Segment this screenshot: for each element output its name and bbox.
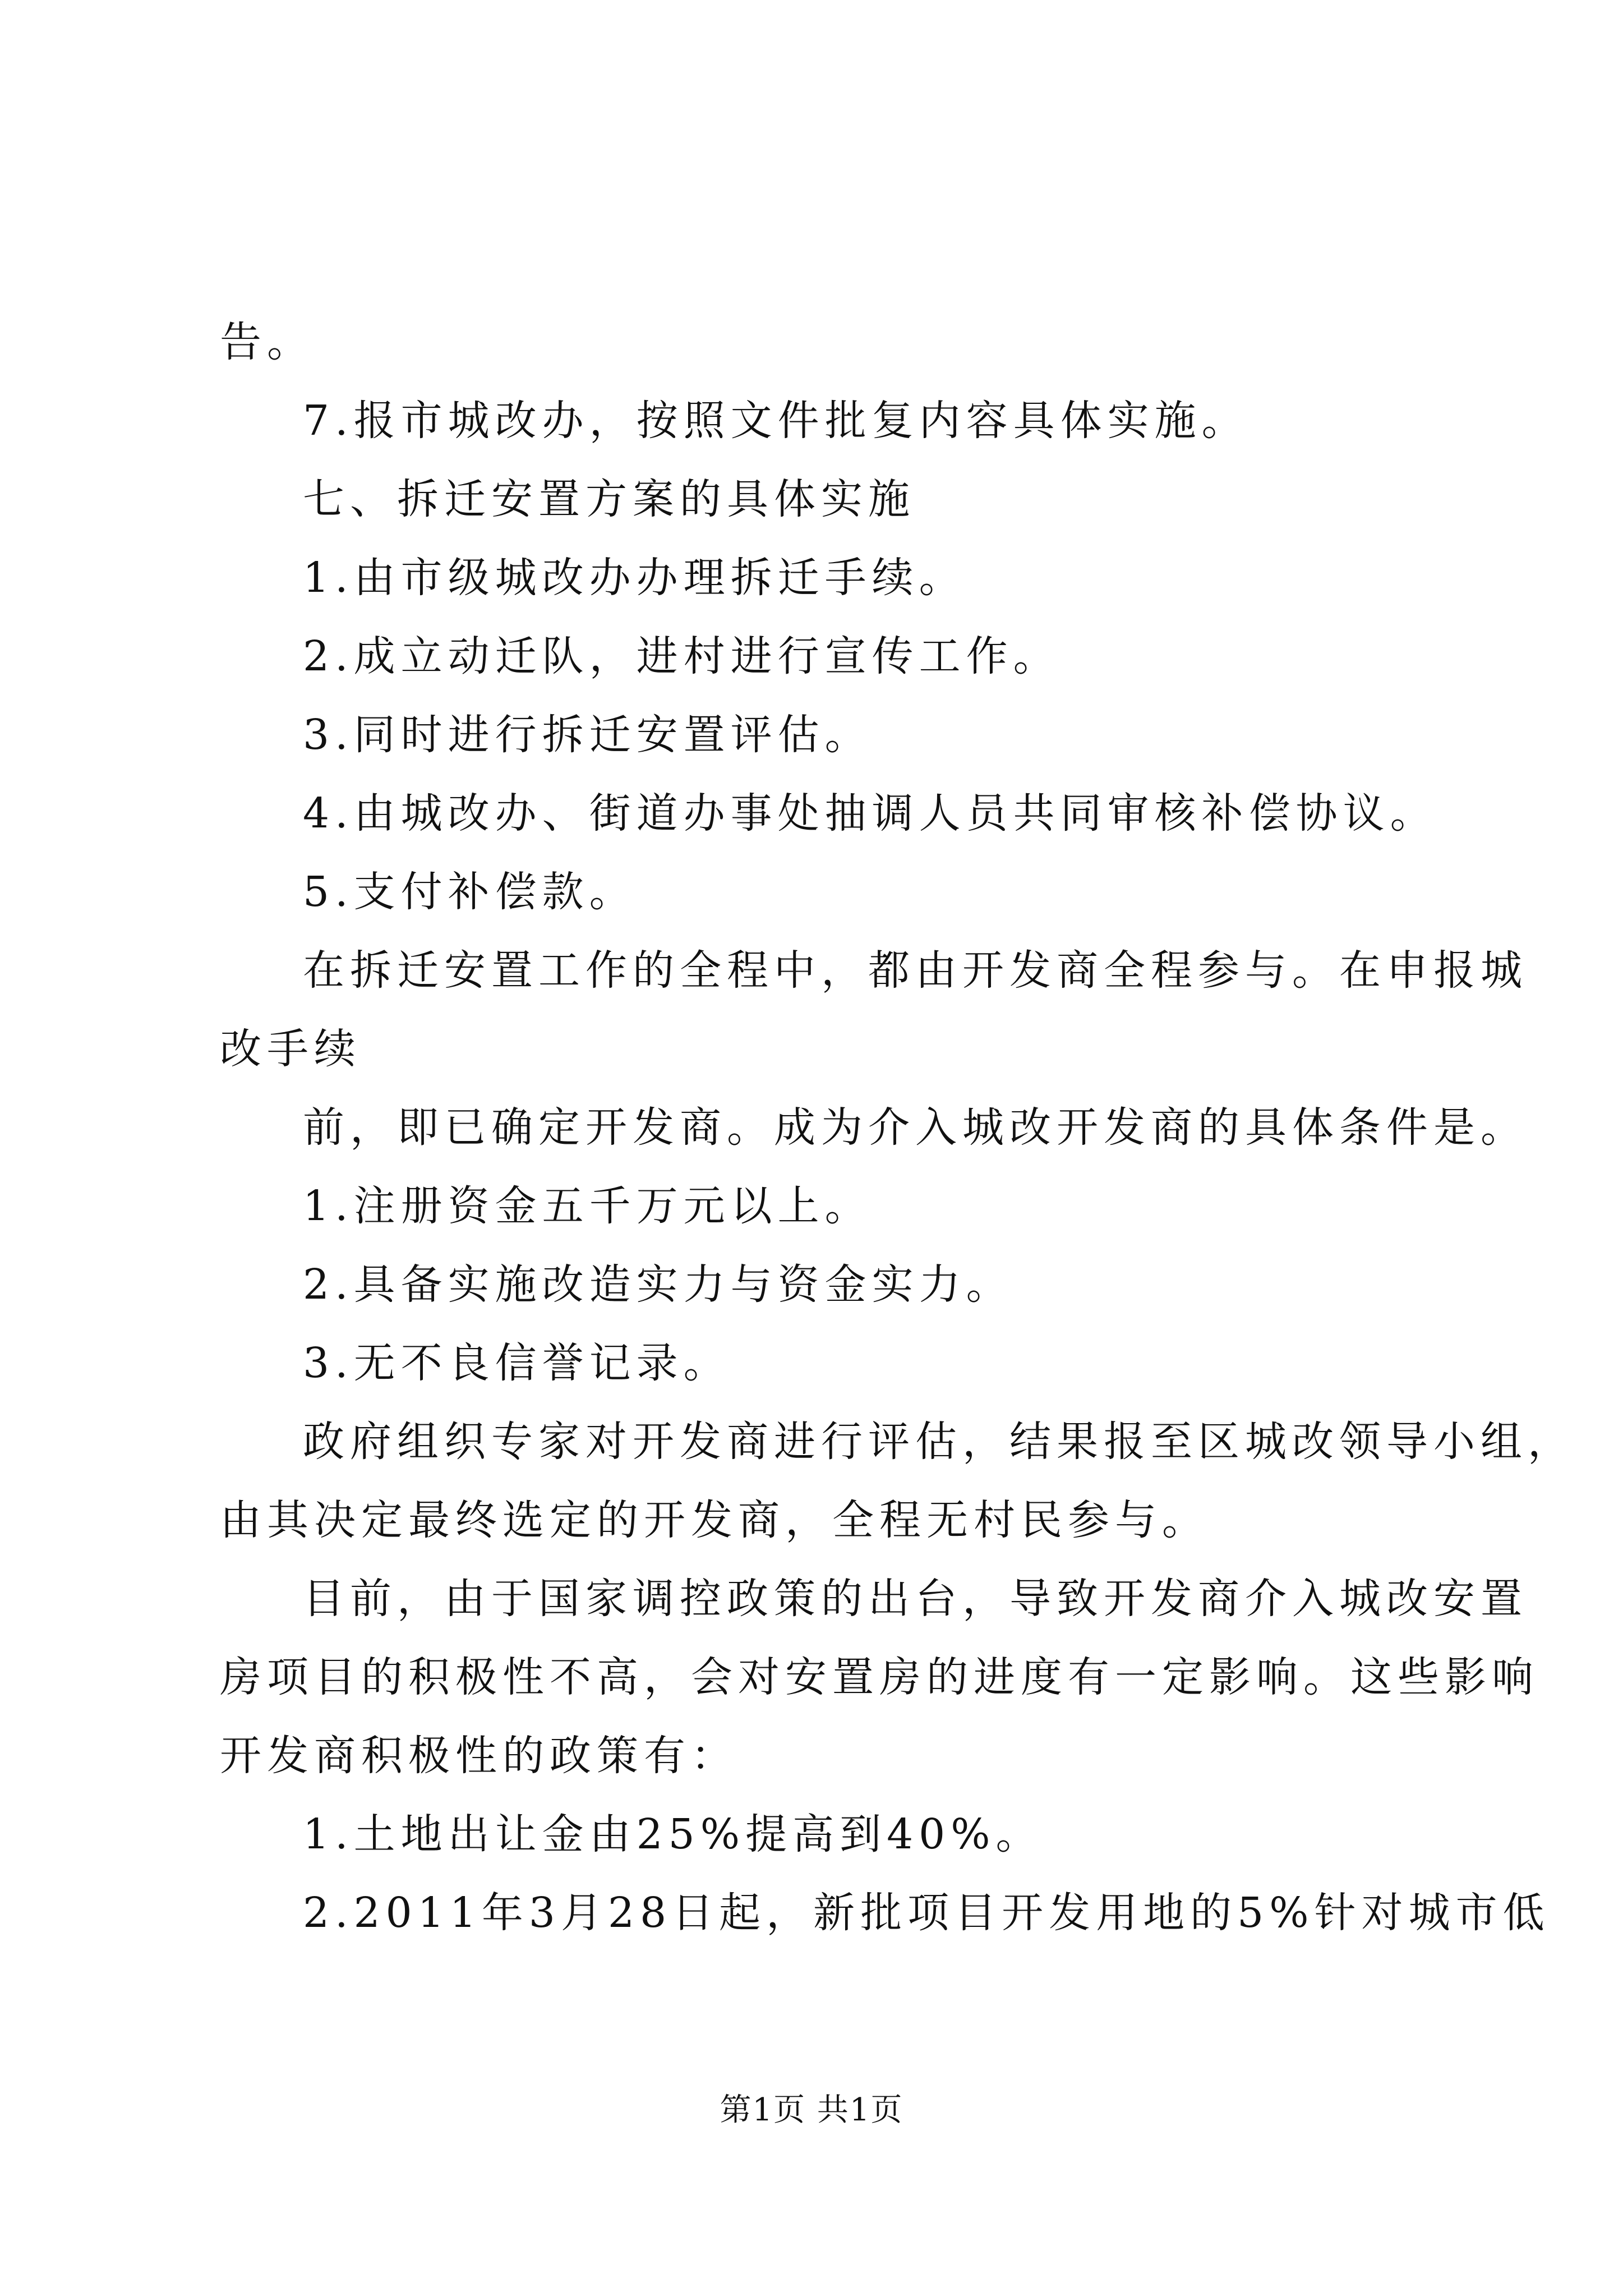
text-line-2: 7.报市城改办，按照文件批复内容具体实施。 [303, 397, 1249, 445]
text-line-8: 5.支付补偿款。 [303, 868, 637, 916]
text-line-21: 2.2011年3月28日起，新批项目开发用地的5%针对城市低 [303, 1889, 1550, 1937]
text-line-15: 政府组织专家对开发商进行评估，结果报至区城改领导小组， [303, 1418, 1575, 1466]
text-line-7: 4.由城改办、街道办事处抽调人员共同审核补偿协议。 [303, 789, 1437, 838]
text-line-11: 前，即已确定开发商。成为介入城改开发商的具体条件是。 [303, 1103, 1528, 1152]
text-line-20: 1.土地出让金由25%提高到40%。 [303, 1810, 1043, 1858]
page-footer: 第1页 共1页 [720, 2092, 903, 2128]
text-line-1: 告。 [220, 318, 314, 366]
text-line-4: 1.由市级城改办办理拆迁手续。 [303, 554, 966, 602]
text-line-16: 由其决定最终选定的开发商，全程无村民参与。 [220, 1496, 1209, 1544]
text-line-9: 在拆迁安置工作的全程中，都由开发商全程参与。在申报城 [303, 946, 1528, 995]
text-line-12: 1.注册资金五千万元以上。 [303, 1182, 872, 1230]
text-line-18: 房项目的积极性不高，会对安置房的进度有一定影响。这些影响 [220, 1653, 1539, 1701]
section-heading: 七、拆迁安置方案的具体实施 [303, 475, 915, 523]
text-line-17: 目前，由于国家调控政策的出台，导致开发商介入城改安置 [303, 1575, 1528, 1623]
text-line-10: 改手续 [220, 1025, 361, 1073]
text-line-19: 开发商积极性的政策有： [220, 1732, 738, 1780]
text-line-14: 3.无不良信誉记录。 [303, 1339, 731, 1387]
text-line-13: 2.具备实施改造实力与资金实力。 [303, 1260, 1013, 1309]
text-line-5: 2.成立动迁队，进村进行宣传工作。 [303, 632, 1061, 680]
text-line-6: 3.同时进行拆迁安置评估。 [303, 711, 872, 759]
